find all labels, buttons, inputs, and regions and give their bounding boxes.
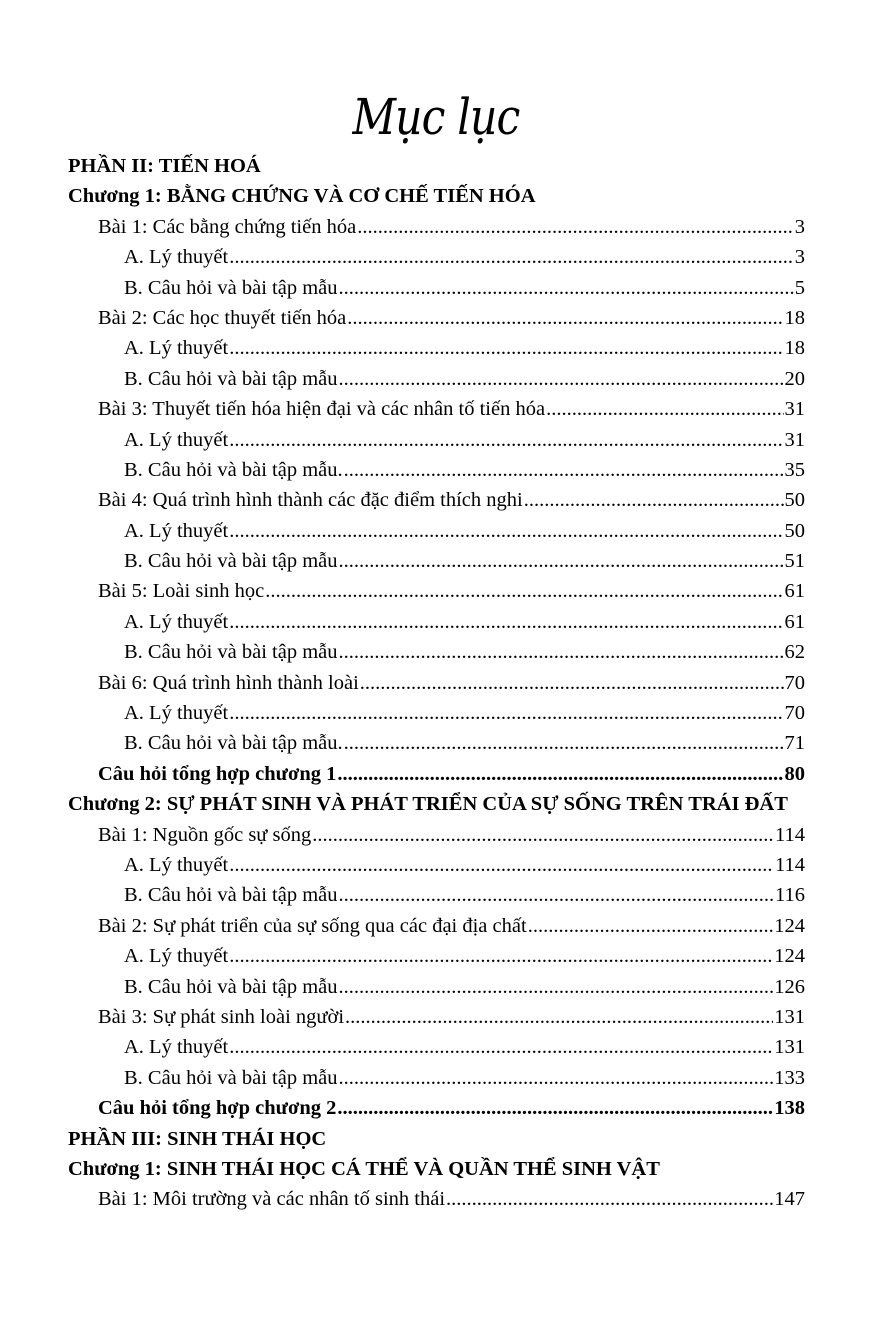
dot-leader	[546, 394, 783, 424]
toc-entry[interactable]	[68, 941, 805, 971]
toc-page-number: 114	[775, 854, 805, 876]
toc-page-number: 71	[784, 732, 805, 755]
toc-page-number: 138	[774, 1097, 805, 1120]
toc-heading[interactable]	[68, 151, 805, 181]
toc-entry-label: B. Câu hỏi và bài tập mẫu	[124, 1066, 338, 1089]
toc-page-number: 20	[784, 367, 805, 390]
toc-entry[interactable]	[68, 637, 805, 667]
dot-leader	[312, 820, 774, 850]
toc-page-number: 35	[784, 458, 805, 481]
dot-leader	[229, 941, 773, 971]
toc-page-number: 124	[774, 945, 805, 968]
toc-page-number: 147	[774, 1188, 805, 1211]
toc-entry-label: A. Lý thuyết	[124, 854, 229, 876]
toc-entry-label: Bài 3: Thuyết tiến hóa hiện đại và các nhân tố tiến hóa	[98, 398, 546, 421]
toc-heading[interactable]	[68, 181, 805, 211]
toc-page-number: 61	[784, 610, 805, 633]
toc-entry[interactable]	[68, 1093, 805, 1123]
dot-leader	[229, 698, 783, 728]
toc-entry-label: B. Câu hỏi và bài tập mẫu	[124, 975, 338, 998]
toc-page-number: 50	[784, 489, 805, 512]
toc-entry-label: A. Lý thuyết	[124, 702, 229, 725]
dot-leader	[337, 1093, 773, 1123]
dot-leader	[229, 242, 794, 272]
toc-entry[interactable]	[68, 820, 805, 850]
toc-entry-label: B. Câu hỏi và bài tập mẫu.	[124, 732, 343, 755]
toc-entry-label: Bài 4: Quá trình hình thành các đặc điểm thích nghi	[98, 489, 523, 512]
toc-entry-label: Bài 5: Loài sinh học	[98, 580, 265, 603]
toc-entry-label: A. Lý thuyết	[124, 610, 229, 633]
toc-entry[interactable]	[68, 576, 805, 606]
toc-page-number: 133	[774, 1066, 805, 1089]
toc-page-number: 61	[784, 580, 805, 603]
toc-entry-label: Bài 1: Môi trường và các nhân tố sinh thái	[98, 1188, 446, 1211]
dot-leader	[339, 880, 775, 910]
toc-entry[interactable]	[68, 1002, 805, 1032]
toc-entry[interactable]	[68, 364, 805, 394]
dot-leader	[265, 576, 783, 606]
toc-heading[interactable]	[68, 1124, 805, 1154]
toc-entry-label: B. Câu hỏi và bài tập mẫu	[124, 276, 338, 299]
dot-leader	[357, 212, 794, 242]
toc-entry-label: Chương 1: SINH THÁI HỌC CÁ THỂ VÀ QUẦN THỂ SINH VẬT	[68, 1157, 660, 1180]
toc-entry-label: Bài 2: Các học thuyết tiến hóa	[98, 306, 347, 329]
toc-entry-label: B. Câu hỏi và bài tập mẫu	[124, 550, 338, 573]
toc-entry-label: PHẦN II: TIẾN HOÁ	[68, 155, 261, 177]
toc-heading[interactable]	[68, 1154, 805, 1184]
toc-entry-label: B. Câu hỏi và bài tập mẫu	[124, 884, 338, 907]
toc-page-number: 51	[784, 550, 805, 573]
toc-page-number: 18	[784, 337, 805, 360]
toc-entry-label: A. Lý thuyết	[124, 1036, 229, 1059]
toc-entry[interactable]	[68, 485, 805, 515]
toc-entry-label: B. Câu hỏi và bài tập mẫu.	[124, 458, 343, 481]
toc-entry[interactable]	[68, 850, 805, 880]
toc-entry-label: Câu hỏi tổng hợp chương 1	[98, 762, 337, 785]
toc-page-number: 3	[794, 215, 805, 238]
toc-entry-label: A. Lý thuyết	[124, 519, 229, 542]
toc-page-number: 116	[775, 884, 805, 907]
dot-leader	[347, 303, 783, 333]
toc-page-number: 131	[774, 1005, 805, 1028]
toc-entry[interactable]	[68, 455, 805, 485]
toc-entry[interactable]	[68, 759, 805, 789]
toc-page-number: 31	[784, 398, 805, 421]
dot-leader	[528, 911, 774, 941]
table-of-contents	[68, 151, 805, 1215]
toc-entry-label: Chương 1: BẰNG CHỨNG VÀ CƠ CHẾ TIẾN HÓA	[68, 185, 536, 208]
toc-entry-label: PHẦN III: SINH THÁI HỌC	[68, 1127, 327, 1150]
toc-entry[interactable]	[68, 1063, 805, 1093]
toc-heading[interactable]: Chương 2: SỰ PHÁT SINH VÀ PHÁT TRIỂN CỦA SỰ SỐNG TRÊN TRÁI ĐẤT	[68, 793, 788, 816]
toc-entry[interactable]	[68, 607, 805, 637]
toc-page-number: 5	[794, 276, 805, 299]
dot-leader	[344, 455, 784, 485]
toc-page-number: 131	[774, 1036, 805, 1059]
toc-entry[interactable]	[68, 212, 805, 242]
toc-entry-label: Bài 1: Các bằng chứng tiến hóa	[98, 215, 357, 238]
toc-entry[interactable]	[68, 1032, 805, 1062]
dot-leader	[339, 273, 794, 303]
toc-page-number: 124	[774, 914, 805, 937]
toc-page-number: 18	[784, 306, 805, 329]
toc-entry[interactable]	[68, 668, 805, 698]
dot-leader	[229, 333, 783, 363]
toc-entry-label: A. Lý thuyết	[124, 428, 229, 451]
toc-entry-label: Bài 2: Sự phát triển của sự sống qua các đại địa chất	[98, 914, 527, 937]
toc-entry[interactable]	[68, 911, 805, 941]
toc-page-number: 70	[784, 671, 805, 694]
dot-leader	[229, 850, 774, 880]
toc-entry[interactable]	[68, 273, 805, 303]
toc-entry-label: Bài 3: Sự phát sinh loài người	[98, 1005, 345, 1028]
dot-leader	[344, 728, 784, 758]
dot-leader	[345, 1002, 773, 1032]
toc-entry[interactable]	[68, 546, 805, 576]
toc-entry[interactable]	[68, 303, 805, 333]
toc-page-number: 31	[784, 428, 805, 451]
dot-leader	[229, 425, 783, 455]
dot-leader	[339, 637, 784, 667]
toc-entry[interactable]	[68, 972, 805, 1002]
dot-leader	[229, 1032, 773, 1062]
toc-page-number: 80	[784, 762, 805, 785]
toc-entry-label: B. Câu hỏi và bài tập mẫu	[124, 367, 338, 390]
toc-entry-label: A. Lý thuyết	[124, 337, 229, 360]
toc-entry-label: A. Lý thuyết	[124, 246, 229, 269]
page-title: Mục lục	[352, 88, 520, 146]
toc-entry-label: B. Câu hỏi và bài tập mẫu	[124, 641, 338, 664]
toc-entry[interactable]	[68, 516, 805, 546]
toc-page-number: 114	[775, 823, 805, 846]
dot-leader	[229, 516, 783, 546]
toc-entry-label: Bài 6: Quá trình hình thành loài	[98, 671, 359, 694]
dot-leader	[337, 759, 783, 789]
dot-leader	[339, 546, 784, 576]
toc-page-number: 70	[784, 702, 805, 725]
dot-leader	[339, 364, 784, 394]
toc-entry[interactable]	[68, 333, 805, 363]
toc-entry-label: Bài 1: Nguồn gốc sự sống	[98, 823, 312, 846]
toc-entry[interactable]	[68, 1184, 805, 1214]
toc-entry[interactable]	[68, 698, 805, 728]
dot-leader	[229, 607, 783, 637]
toc-page-number: 50	[784, 519, 805, 542]
toc-page-number: 62	[784, 641, 805, 664]
toc-page-number: 3	[794, 246, 805, 269]
toc-entry[interactable]	[68, 425, 805, 455]
toc-page-number: 126	[774, 975, 805, 998]
dot-leader	[446, 1184, 773, 1214]
dot-leader	[524, 485, 784, 515]
toc-entry[interactable]	[68, 394, 805, 424]
dot-leader	[360, 668, 784, 698]
toc-entry[interactable]	[68, 880, 805, 910]
toc-entry[interactable]	[68, 728, 805, 758]
toc-entry-label: A. Lý thuyết	[124, 945, 229, 968]
dot-leader	[339, 1063, 774, 1093]
toc-entry[interactable]	[68, 242, 805, 272]
dot-leader	[339, 972, 774, 1002]
toc-entry-label: Câu hỏi tổng hợp chương 2	[98, 1097, 337, 1120]
